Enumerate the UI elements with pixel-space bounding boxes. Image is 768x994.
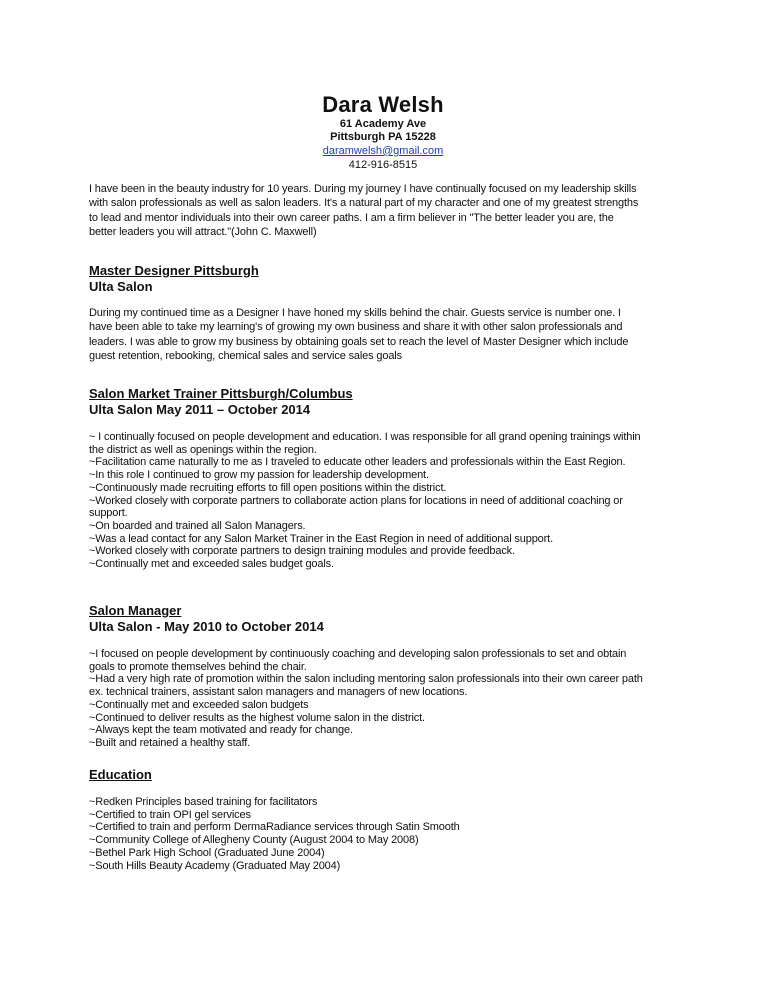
summary-line: better leaders you will attract."(John C. Maxwell) — [89, 226, 317, 239]
education-item: ~Certified to train OPI gel services — [89, 808, 251, 821]
education-heading: Education — [89, 767, 152, 782]
email-link[interactable]: daramwelsh@gmail.com — [322, 145, 444, 157]
job-bullet: ~Continually met and exceeded sales budget goals. — [89, 558, 334, 571]
education-section — [89, 767, 689, 872]
summary-line: I have been in the beauty industry for 10 years. During my journey I have continually focused on my leadership skills — [89, 183, 637, 195]
job-description-line: guest retention, rebooking, chemical sales and service sales goals — [89, 350, 402, 363]
job-title: Salon Market Trainer Pittsburgh/Columbus — [89, 386, 353, 401]
job-bullet: ~In this role I continued to grow my passion for leadership development. — [89, 469, 429, 482]
job-bullet: ~Had a very high rate of promotion within the salon including mentoring salon professionals into their own career path — [89, 673, 643, 686]
job-bullet: ~Facilitation came naturally to me as I traveled to educate other leaders and professionals within the East Region. — [89, 456, 626, 469]
job-bullet: the district as well as openings within the region. — [89, 443, 317, 456]
address-line-1: 61 Academy Ave — [339, 118, 427, 130]
job-bullet: ~Was a lead contact for any Salon Market Trainer in the East Region in need of additional support. — [89, 532, 553, 545]
job-bullet: ~Continually met and exceeded salon budgets — [89, 698, 309, 711]
job-bullet: ~Continued to deliver results as the highest volume salon in the district. — [89, 711, 425, 724]
phone-number: 412-916-8515 — [348, 159, 418, 171]
summary-section — [89, 182, 689, 240]
summary-line: to lead and mentor individuals into their own career paths. I am a firm believer in "The better leader you are, the — [89, 211, 614, 224]
job-bullet: ~I focused on people development by continuously coaching and developing salon professionals to set and obtain — [89, 648, 627, 660]
job-employer: Ulta Salon - May 2010 to October 2014 — [89, 619, 324, 634]
job-bullet: ~On boarded and trained all Salon Managers. — [89, 519, 306, 532]
job-section-master-designer — [89, 263, 689, 364]
job-bullet: ~Built and retained a healthy staff. — [89, 736, 251, 749]
job-bullet: ex. technical trainers, assistant salon managers and managers of new locations. — [89, 686, 468, 699]
job-bullet: goals to promote themselves behind the chair. — [89, 660, 307, 673]
job-description-line: have been able to take my learning's of growing my own business and share it with other salon professionals and — [89, 321, 623, 334]
candidate-name: Dara Welsh — [322, 92, 444, 117]
job-title: Salon Manager — [89, 603, 182, 618]
job-section-salon-manager — [89, 603, 689, 750]
job-bullet: ~Worked closely with corporate partners to design training modules and provide feedback. — [89, 545, 515, 558]
education-item: ~South Hills Beauty Academy (Graduated May 2004) — [89, 859, 341, 872]
summary-line: with salon professionals as well as salon leaders. It's a natural part of my character and one of my greatest strengths — [89, 197, 639, 210]
job-bullet: ~Worked closely with corporate partners to collaborate action plans for locations in need of additional coaching or — [89, 494, 623, 507]
education-item: ~Bethel Park High School (Graduated June 2004) — [89, 846, 325, 859]
education-item: ~Redken Principles based training for facilitators — [89, 796, 318, 808]
education-item: ~Community College of Allegheny County (August 2004 to May 2008) — [89, 834, 419, 847]
job-bullet: ~ I continually focused on people development and education. I was responsible for all grand opening trainings within — [89, 431, 641, 443]
job-title: Master Designer Pittsburgh — [89, 263, 259, 278]
job-bullet: ~Continuously made recruiting efforts to fill open positions within the district. — [89, 481, 447, 494]
resume-header — [230, 92, 536, 172]
job-description-line: During my continued time as a Designer I have honed my skills behind the chair. Guests service is number one. I — [89, 307, 621, 319]
address-line-2: Pittsburgh PA 15228 — [330, 131, 436, 143]
job-description-line: leaders. I was able to grow my business by obtaining goals set to reach the level of Master Designer which include — [89, 335, 629, 348]
job-employer: Ulta Salon May 2011 – October 2014 — [89, 402, 311, 417]
job-section-market-trainer — [89, 386, 689, 571]
education-item: ~Certified to train and perform DermaRadiance services through Satin Smooth — [89, 821, 460, 834]
job-bullet: ~Always kept the team motivated and ready for change. — [89, 724, 353, 737]
job-employer: Ulta Salon — [89, 279, 153, 294]
job-bullet: support. — [89, 507, 128, 520]
